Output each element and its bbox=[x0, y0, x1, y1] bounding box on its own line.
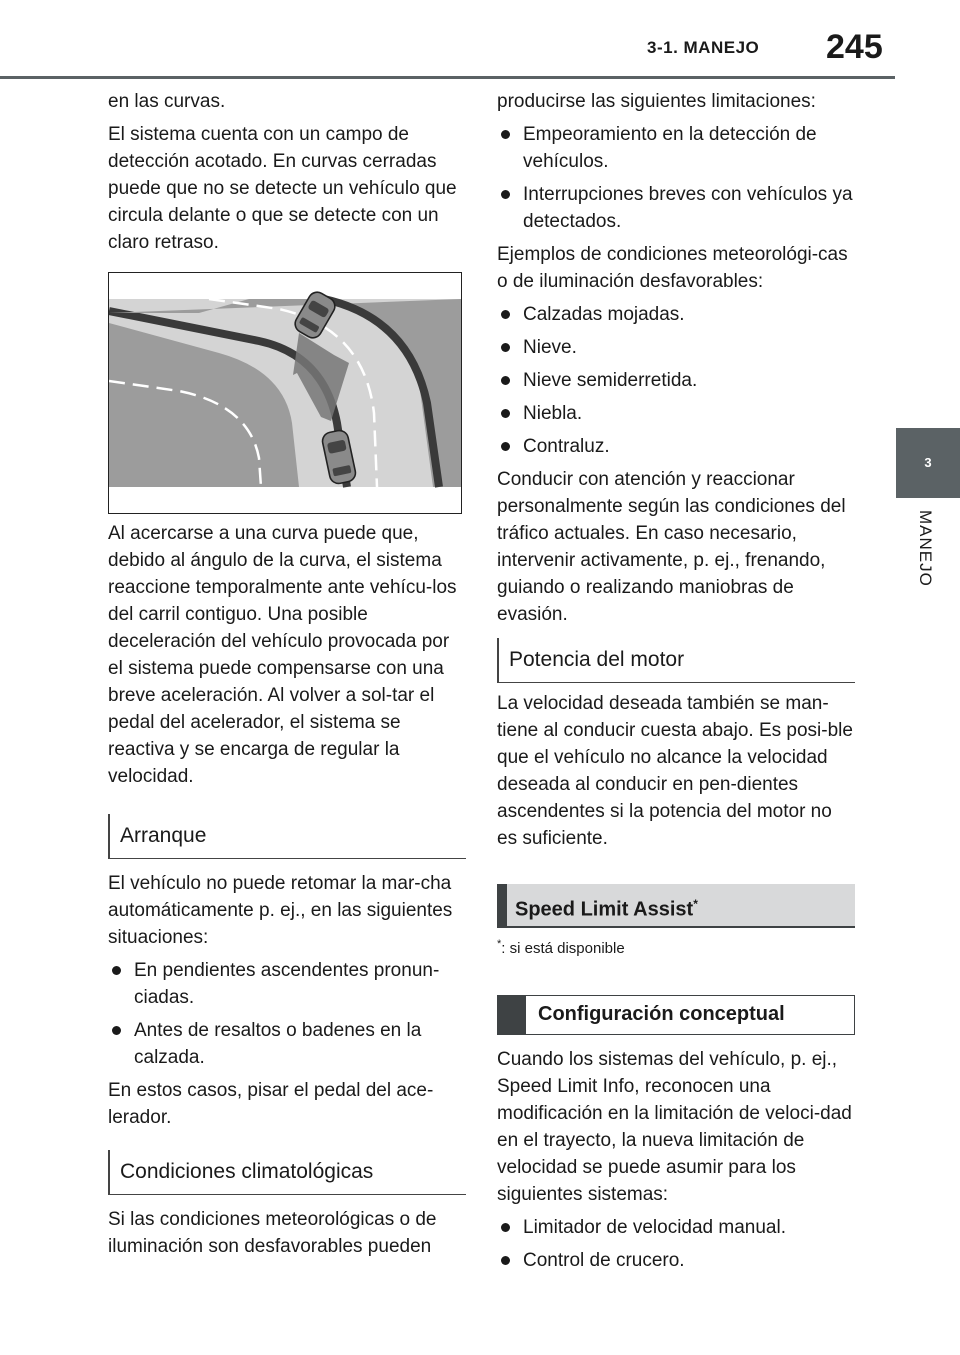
list-item: Antes de resaltos o badenes en la calzada. bbox=[108, 1017, 464, 1071]
list-item: Interrupciones breves con vehículos ya detectados. bbox=[497, 181, 855, 235]
heading-configuracion: Configuración conceptual bbox=[497, 995, 855, 1035]
paragraph: Si las condiciones meteorológicas o de iluminación son desfavorables pueden bbox=[108, 1209, 437, 1257]
intro-line: en las curvas. bbox=[108, 91, 226, 112]
list-item: En pendientes ascendentes pronun-ciadas. bbox=[108, 957, 464, 1011]
heading-speed-limit-assist bbox=[497, 884, 855, 928]
heading-underline bbox=[108, 858, 466, 859]
list-item: Empeoramiento en la detección de vehículos. bbox=[497, 121, 855, 175]
motor-section bbox=[497, 690, 855, 858]
chapter-label: MANEJO bbox=[916, 510, 935, 587]
paragraph: producirse las siguientes limitaciones: bbox=[497, 91, 816, 112]
arranque-section bbox=[108, 870, 464, 1137]
list-item: Control de crucero. bbox=[497, 1247, 855, 1274]
paragraph: Conducir con atención y reaccionar personalmente según las condiciones del tráfico actuales. En caso necesario, intervenir activamente, p. ej., frenando, guiando o realizando maniobras de evasión. bbox=[497, 469, 846, 625]
paragraph: El vehículo no puede retomar la mar-cha automáticamente p. ej., en las siguientes situaciones: bbox=[108, 873, 453, 948]
curve-illustration bbox=[108, 272, 462, 514]
heading-motor: Potencia del motor bbox=[497, 638, 855, 682]
paragraph: Ejemplos de condiciones meteorológi-cas o de iluminación desfavorables: bbox=[497, 244, 848, 292]
paragraph: Al acercarse a una curva puede que, debido al ángulo de la curva, el sistema reaccione temporalmente ante vehícu-los del carril contiguo. Una posible deceleración del vehículo provocada por el sistema puede compensarse con una breve aceleración. Al volver a sol-tar el pedal del acelerador, el sistema se reactiva y se encarga de regular la velocidad. bbox=[108, 523, 457, 787]
footnote-mark: * bbox=[693, 897, 698, 911]
footnote: *: si está disponible bbox=[497, 938, 625, 957]
header-divider bbox=[0, 76, 895, 79]
list-item: Nieve. bbox=[497, 334, 855, 361]
heading-arranque: Arranque bbox=[108, 814, 466, 858]
list-item: Limitador de velocidad manual. bbox=[497, 1214, 855, 1241]
paragraph: En estos casos, pisar el pedal del ace-lerador. bbox=[108, 1080, 434, 1128]
left-column-middle bbox=[108, 520, 464, 796]
section-title: 3-1. MANEJO bbox=[647, 38, 760, 57]
config-section bbox=[497, 1046, 855, 1280]
heading-text: Speed Limit Assist bbox=[515, 898, 694, 921]
list-item: Nieve semiderretida. bbox=[497, 367, 855, 394]
paragraph: Cuando los sistemas del vehículo, p. ej., Speed Limit Info, reconocen una modificación en la limitación de veloci-dad en el trayecto, la nueva limitación de velocidad se puede asumir para los siguientes sistemas: bbox=[497, 1049, 852, 1205]
chapter-tab: 3 bbox=[896, 428, 960, 498]
page-number: 245 bbox=[826, 28, 883, 66]
clima-section bbox=[108, 1206, 464, 1266]
list-item: Niebla. bbox=[497, 400, 855, 427]
list-item: Calzadas mojadas. bbox=[497, 301, 855, 328]
right-column-top bbox=[497, 88, 855, 634]
paragraph: El sistema cuenta con un campo de detección acotado. En curvas cerradas puede que no se detecte un vehículo que circula delante o que se detecte con un claro retraso. bbox=[108, 124, 457, 253]
heading-clima: Condiciones climatológicas bbox=[108, 1150, 466, 1194]
left-column-top bbox=[108, 88, 464, 262]
paragraph: La velocidad deseada también se man-tiene al conducir cuesta abajo. Es posi-ble que el vehículo no alcance la velocidad deseada al conducir en pen-dientes ascendentes si la potencia del motor no es suficiente. bbox=[497, 693, 853, 849]
curve-diagram bbox=[109, 273, 461, 513]
heading-underline bbox=[497, 682, 855, 683]
list-item: Contraluz. bbox=[497, 433, 855, 460]
heading-underline bbox=[108, 1194, 466, 1195]
